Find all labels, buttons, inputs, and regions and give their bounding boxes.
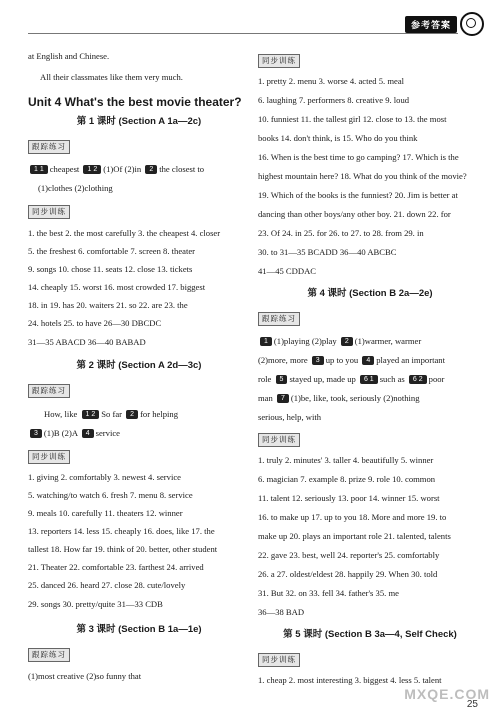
- question-number: 4: [82, 429, 94, 438]
- lesson-1-tracking-line-2: (1)clothes (2)clothing: [38, 183, 113, 193]
- answer-line: 6. laughing 7. performers 8. creative 9. loud: [258, 95, 410, 105]
- answer-line: 19. Which of the books is the funniest? 20. Jim is better at: [258, 190, 458, 200]
- question-number: 3: [30, 429, 42, 438]
- lesson-2-tracking-line-2: 3 (1)B (2)A 4 service: [28, 428, 250, 439]
- answer-line: 5. watching/to watch 6. fresh 7. menu 8. service: [28, 490, 193, 500]
- sync-training-label: 同步训练: [28, 205, 70, 219]
- answer-line: 14. cheaply 15. worst 16. most crowded 17. biggest: [28, 282, 206, 292]
- lesson-2-title: 第 2 课时 (Section A 2d—3c): [76, 360, 202, 371]
- answer-line: 6. magician 7. example 8. prize 9. role 10. common: [258, 474, 436, 484]
- answer-line: 21. Theater 22. comfortable 23. farthest 24. arrived: [28, 562, 204, 572]
- lesson-4-tracking-line-3: role 5 stayed up, made up 6 1 such as 6 2 poor: [258, 374, 445, 384]
- answer-line: dancing than other boys/any other boy. 21. down 22. for: [258, 209, 451, 219]
- question-number: 2: [145, 165, 157, 174]
- question-number: 1 1: [30, 165, 48, 174]
- answer-line: 11. talent 12. seriously 13. poor 14. winner 15. worst: [258, 493, 440, 503]
- answer-line: 10. funniest 11. the tallest girl 12. close to 13. the most: [258, 114, 447, 124]
- answer-line: 25. danced 26. heard 27. close 28. cute/lovely: [28, 580, 186, 590]
- question-number: 1 2: [83, 165, 101, 174]
- sync-training-label: 同步训练: [258, 653, 300, 667]
- lesson-2-tracking-line-1: How, like 1 2 So far 2 for helping: [44, 409, 179, 419]
- unit-title: Unit 4 What's the best movie theater?: [28, 95, 242, 109]
- sync-training-label: 同步训练: [28, 450, 70, 464]
- answer-line: 1. cheap 2. most interesting 3. biggest 4. less 5. talent: [258, 675, 442, 685]
- answer-line: 23. Of 24. in 25. for 26. to 27. to 28. from 29. in: [258, 228, 424, 238]
- book-logo-icon: [460, 12, 484, 36]
- intro-line-1: at English and Chinese.: [28, 51, 110, 61]
- answer-line: 1. pretty 2. menu 3. worse 4. acted 5. meal: [258, 76, 405, 86]
- reference-answers-badge: 参考答案: [405, 16, 457, 33]
- answer-line: 24. hotels 25. to have 26—30 DBCDC: [28, 318, 162, 328]
- sync-training-label: 同步训练: [258, 54, 300, 68]
- answer-line: tallest 18. How far 19. think of 20. better, other student: [28, 544, 218, 554]
- lesson-3-tracking-line: (1)most creative (2)so funny that: [28, 671, 142, 681]
- answer-line: 1. the best 2. the most carefully 3. the cheapest 4. closer: [28, 228, 221, 238]
- answer-line: 29. songs 30. pretty/quite 31—33 CDB: [28, 599, 163, 609]
- answer-line: 1. giving 2. comfortably 3. newest 4. service: [28, 472, 181, 482]
- question-number: 6 2: [409, 375, 427, 384]
- question-number: 2: [126, 410, 138, 419]
- question-number: 6 1: [360, 375, 378, 384]
- answer-line: 9. meals 10. carefully 11. theaters 12. winner: [28, 508, 183, 518]
- answer-line: highest mountain here? 18. What do you think of the movie?: [258, 171, 467, 181]
- watermark: MXQE.COM: [404, 686, 490, 702]
- lesson-5-title: 第 5 课时 (Section B 3a—4, Self Check): [283, 629, 457, 640]
- lesson-4-title: 第 4 课时 (Section B 2a—2e): [307, 288, 433, 299]
- answer-line: 16. to make up 17. up to you 18. More and more 19. to: [258, 512, 447, 522]
- answer-line: 31—35 ABACD 36—40 BABAD: [28, 337, 146, 347]
- lesson-4-tracking-line-4: man 7 (1)be, like, took, seriously (2)nothing: [258, 393, 420, 403]
- answer-line: 22. gave 23. best, well 24. reporter's 25. comfortably: [258, 550, 440, 560]
- answer-line: 13. reporters 14. less 15. cheaply 16. does, like 17. the: [28, 526, 215, 536]
- answer-line: 18. in 19. has 20. waiters 21. so 22. are 23. the: [28, 300, 188, 310]
- question-number: 3: [312, 356, 324, 365]
- answer-line: 30. to 31—35 BCADD 36—40 ABCBC: [258, 247, 397, 257]
- lesson-1-title: 第 1 课时 (Section A 1a—2c): [76, 116, 202, 127]
- tracking-practice-label: 跟踪练习: [28, 140, 70, 154]
- lesson-3-title: 第 3 课时 (Section B 1a—1e): [76, 624, 202, 635]
- answer-line: books 14. don't think, is 15. Who do you think: [258, 133, 418, 143]
- answer-line: 9. songs 10. chose 11. seats 12. close 13. tickets: [28, 264, 193, 274]
- question-number: 4: [362, 356, 374, 365]
- lesson-4-tracking-line-5: serious, help, with: [258, 412, 322, 422]
- tracking-practice-label: 跟踪练习: [258, 312, 300, 326]
- answer-line: 5. the freshest 6. comfortable 7. screen 8. theater: [28, 246, 196, 256]
- answer-line: 1. truly 2. minutes' 3. taller 4. beautifully 5. winner: [258, 455, 434, 465]
- question-number: 5: [276, 375, 288, 384]
- answer-line: 36—38 BAD: [258, 607, 305, 617]
- question-number: 1: [260, 337, 272, 346]
- tracking-practice-label: 跟踪练习: [28, 648, 70, 662]
- header-divider: [28, 33, 458, 34]
- answer-line: 16. When is the best time to go camping? 17. Which is the: [258, 152, 459, 162]
- answer-line: 26. a 27. oldest/eldest 28. happily 29. When 30. told: [258, 569, 438, 579]
- intro-line-2: All their classmates like them very much.: [40, 72, 183, 82]
- question-number: 2: [341, 337, 353, 346]
- tracking-practice-label: 跟踪练习: [28, 384, 70, 398]
- lesson-1-tracking-line-1: 1 1 cheapest 1 2 (1)Of (2)in 2 the closest to: [28, 164, 250, 175]
- answer-line: make up 20. plays an important role 21. talented, talents: [258, 531, 451, 541]
- lesson-4-tracking-line-1: 1 (1)playing (2)play 2 (1)warmer, warmer: [258, 336, 482, 347]
- question-number: 7: [277, 394, 289, 403]
- question-number: 1 2: [82, 410, 100, 419]
- lesson-4-tracking-line-2: (2)more, more 3 up to you 4 played an important: [258, 355, 445, 365]
- page-number: 25: [466, 699, 478, 710]
- answer-line: 31. But 32. on 33. fell 34. father's 35. me: [258, 588, 399, 598]
- sync-training-label: 同步训练: [258, 433, 300, 447]
- answer-line: 41—45 CDDAC: [258, 266, 317, 276]
